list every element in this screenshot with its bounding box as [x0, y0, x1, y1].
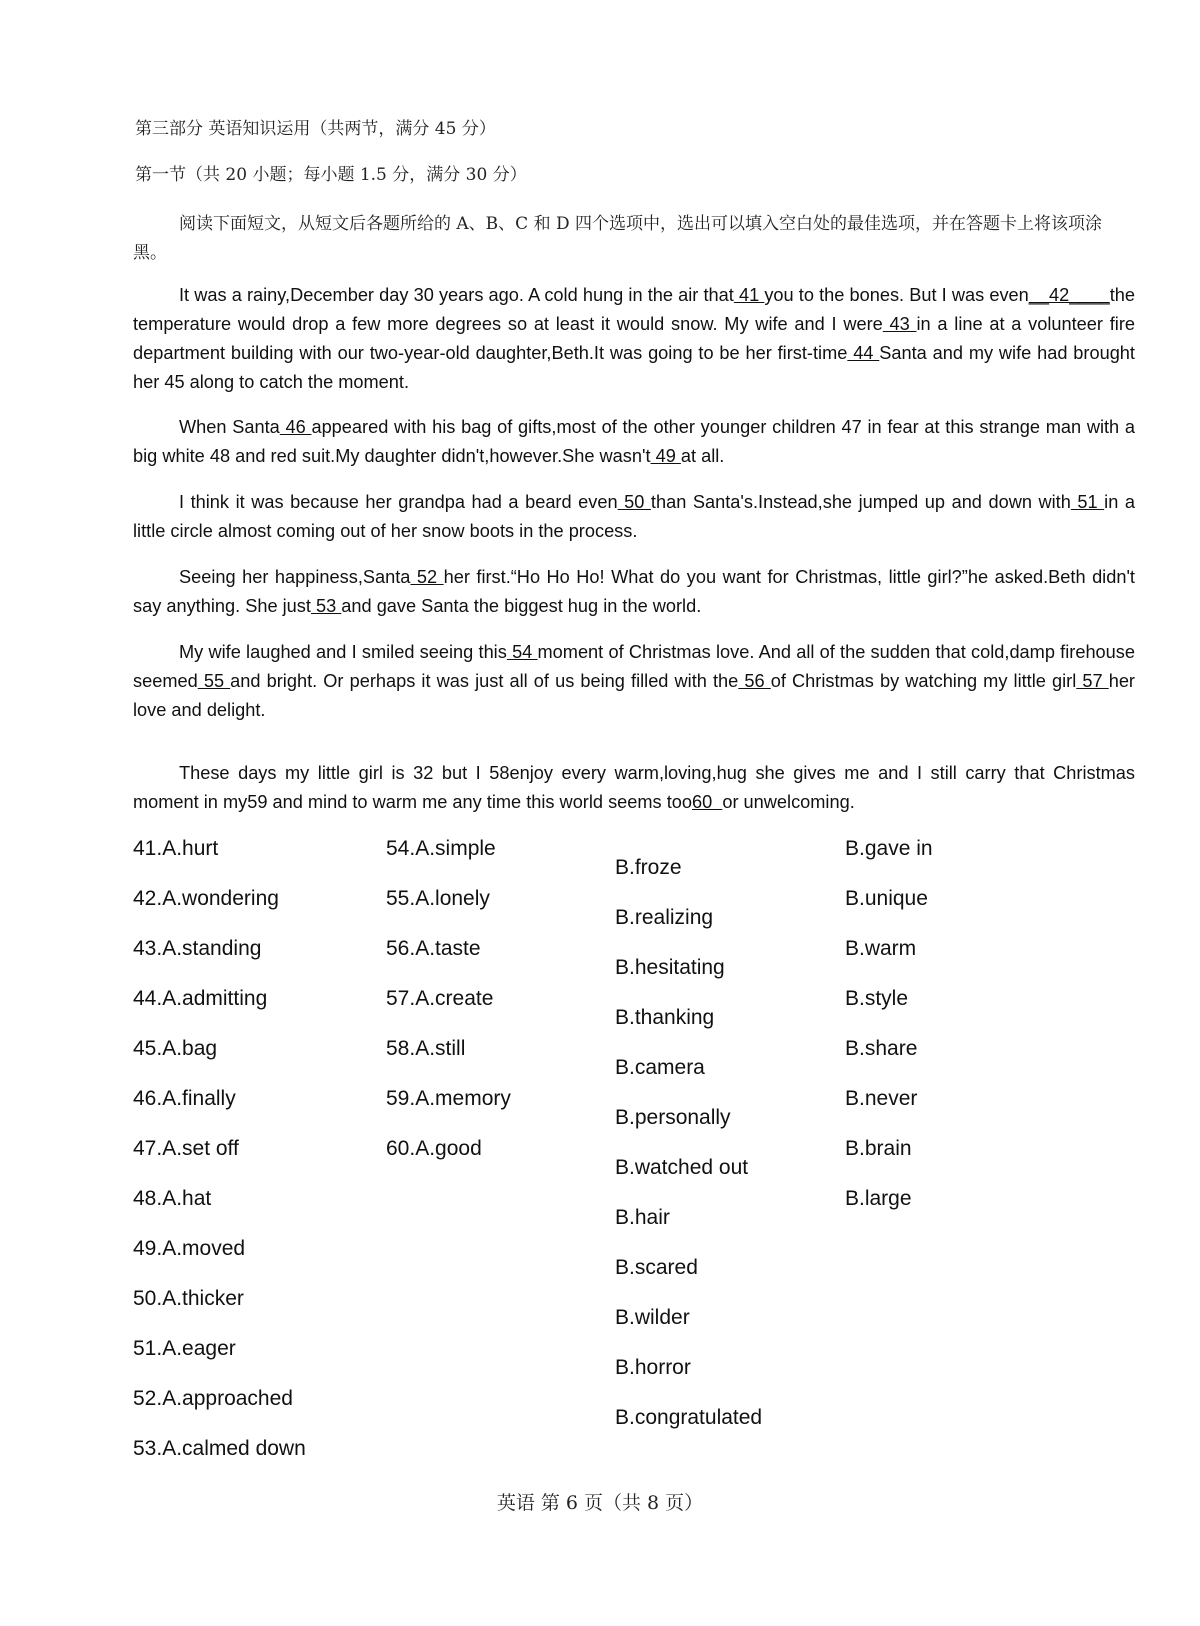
- passage-text: her first.“Ho Ho Ho! What do you want for Christmas, little girl?”he asked.Beth didn't say anything. She just: [133, 567, 1135, 616]
- passage-text: It was a rainy,December day 30 years ago. A cold hung in the air that: [179, 285, 734, 305]
- option-56-b: B.style: [845, 987, 909, 1010]
- option-59-a: 59.A.memory: [386, 1087, 511, 1110]
- passage-paragraph-6: [133, 759, 1135, 817]
- section-title: 第一节（共 20 小题；每小题 1.5 分，满分 30 分）: [135, 165, 527, 185]
- instruction-text: 阅读下面短文，从短文后各题所给的 A、B、C 和 D 四个选项中，选出可以填入空白处的最佳选项，并在答题卡上将该项涂黑。: [133, 214, 1103, 263]
- option-55-b: B.warm: [845, 937, 917, 960]
- blank-60: 60: [691, 792, 723, 812]
- options-column-1: [133, 836, 306, 1486]
- option-55-a: 55.A.lonely: [386, 887, 490, 910]
- blank-55: 55: [197, 671, 231, 691]
- option-53-a: 53.A.calmed down: [133, 1437, 306, 1460]
- passage-text: Santa and my wife had brought her 45 along to catch the moment.: [133, 343, 1135, 392]
- passage-paragraph-2: [133, 413, 1135, 471]
- passage-text: Seeing her happiness,Santa: [179, 567, 411, 587]
- option-50-a: 50.A.thicker: [133, 1287, 244, 1310]
- blank-41: 41: [733, 285, 765, 305]
- blank-42: __42____: [1028, 285, 1110, 305]
- blank-51: 51: [1070, 492, 1105, 512]
- passage-text: appeared with his bag of gifts,most of the other younger children 47 in fear at this strange man with a big white 48 and red suit.My daughter didn't,however.She wasn't: [133, 417, 1135, 466]
- passage-text: When Santa: [179, 417, 280, 437]
- option-49-a: 49.A.moved: [133, 1237, 246, 1260]
- passage-text: These days my little girl is 32 but I 58enjoy every warm,loving,hug she gives me and I still carry that Christmas moment in my59 and mind to warm me any time this world seems too: [133, 763, 1135, 812]
- passage-paragraph-4: [133, 563, 1135, 621]
- option-53-b: B.gave in: [845, 837, 933, 860]
- option-43-a: 43.A.standing: [133, 937, 262, 960]
- option-51-a: 51.A.eager: [133, 1337, 236, 1360]
- option-48-b: B.hair: [615, 1206, 670, 1229]
- passage-text: in a little circle almost coming out of her snow boots in the process.: [133, 492, 1135, 541]
- blank-52: 52: [410, 567, 444, 587]
- options-column-4: [845, 836, 933, 1236]
- option-52-b: B.congratulated: [615, 1406, 763, 1429]
- option-52-a: 52.A.approached: [133, 1387, 293, 1410]
- passage-text: than Santa's.Instead,she jumped up and down with: [650, 492, 1071, 512]
- blank-53: 53: [310, 596, 342, 616]
- option-45-b: B.camera: [615, 1056, 705, 1079]
- options-column-2: [386, 836, 511, 1186]
- passage-paragraph-1: [133, 281, 1135, 397]
- option-46-b: B.personally: [615, 1106, 731, 1129]
- option-54-a: 54.A.simple: [386, 837, 496, 860]
- passage-text: or unwelcoming.: [722, 792, 855, 812]
- blank-44: 44: [847, 343, 880, 363]
- option-57-b: B.share: [845, 1037, 918, 1060]
- option-54-b: B.unique: [845, 887, 928, 910]
- option-49-b: B.scared: [615, 1256, 698, 1279]
- option-46-a: 46.A.finally: [133, 1087, 236, 1110]
- option-42-b: B.realizing: [615, 906, 714, 929]
- blank-43: 43: [882, 314, 917, 334]
- option-44-a: 44.A.admitting: [133, 987, 268, 1010]
- passage-text: and bright. Or perhaps it was just all of us being filled with the: [230, 671, 739, 691]
- options-column-3: [615, 855, 762, 1455]
- blank-49: 49: [650, 446, 681, 466]
- passage-paragraph-5: [133, 638, 1135, 725]
- passage-text: moment of Christmas love. And all of the sudden that cold,damp firehouse seemed: [133, 642, 1135, 691]
- passage-text: you to the bones. But I was even: [764, 285, 1029, 305]
- passage-text: at all.: [680, 446, 725, 466]
- blank-50: 50: [617, 492, 651, 512]
- option-60-a: 60.A.good: [386, 1137, 482, 1160]
- passage-text: in a line at a volunteer fire department building with our two-year-old daughter,Beth.It was going to be her first-time: [133, 314, 1135, 363]
- option-47-a: 47.A.set off: [133, 1137, 239, 1160]
- option-60-b: B.large: [845, 1187, 912, 1210]
- option-41-b: B.froze: [615, 856, 682, 879]
- option-58-b: B.never: [845, 1087, 918, 1110]
- option-51-b: B.horror: [615, 1356, 691, 1379]
- option-47-b: B.watched out: [615, 1156, 749, 1179]
- option-41-a: 41.A.hurt: [133, 837, 219, 860]
- blank-56: 56: [738, 671, 771, 691]
- page-footer: 英语 第 6 页（共 8 页）: [496, 1492, 704, 1514]
- option-45-a: 45.A.bag: [133, 1037, 218, 1060]
- option-44-b: B.thanking: [615, 1006, 715, 1029]
- option-58-a: 58.A.still: [386, 1037, 466, 1060]
- passage-text: I think it was because her grandpa had a beard even: [179, 492, 618, 512]
- option-42-a: 42.A.wondering: [133, 887, 279, 910]
- option-56-a: 56.A.taste: [386, 937, 481, 960]
- option-50-b: B.wilder: [615, 1306, 690, 1329]
- passage-text: her love and delight.: [133, 671, 1135, 720]
- passage-paragraph-3: [133, 488, 1135, 546]
- part-title: 第三部分 英语知识运用（共两节，满分 45 分）: [135, 119, 496, 139]
- passage-text: My wife laughed and I smiled seeing this: [179, 642, 507, 662]
- passage-text: and gave Santa the biggest hug in the world.: [341, 596, 702, 616]
- blank-46: 46: [279, 417, 312, 437]
- option-43-b: B.hesitating: [615, 956, 725, 979]
- option-57-a: 57.A.create: [386, 987, 494, 1010]
- passage-text: the temperature would drop a few more degrees so at least it would snow. My wife and I were: [133, 285, 1136, 334]
- passage-text: of Christmas by watching my little girl: [770, 671, 1077, 691]
- blank-54: 54: [506, 642, 538, 662]
- option-59-b: B.brain: [845, 1137, 912, 1160]
- option-48-a: 48.A.hat: [133, 1187, 212, 1210]
- blank-57: 57: [1076, 671, 1109, 691]
